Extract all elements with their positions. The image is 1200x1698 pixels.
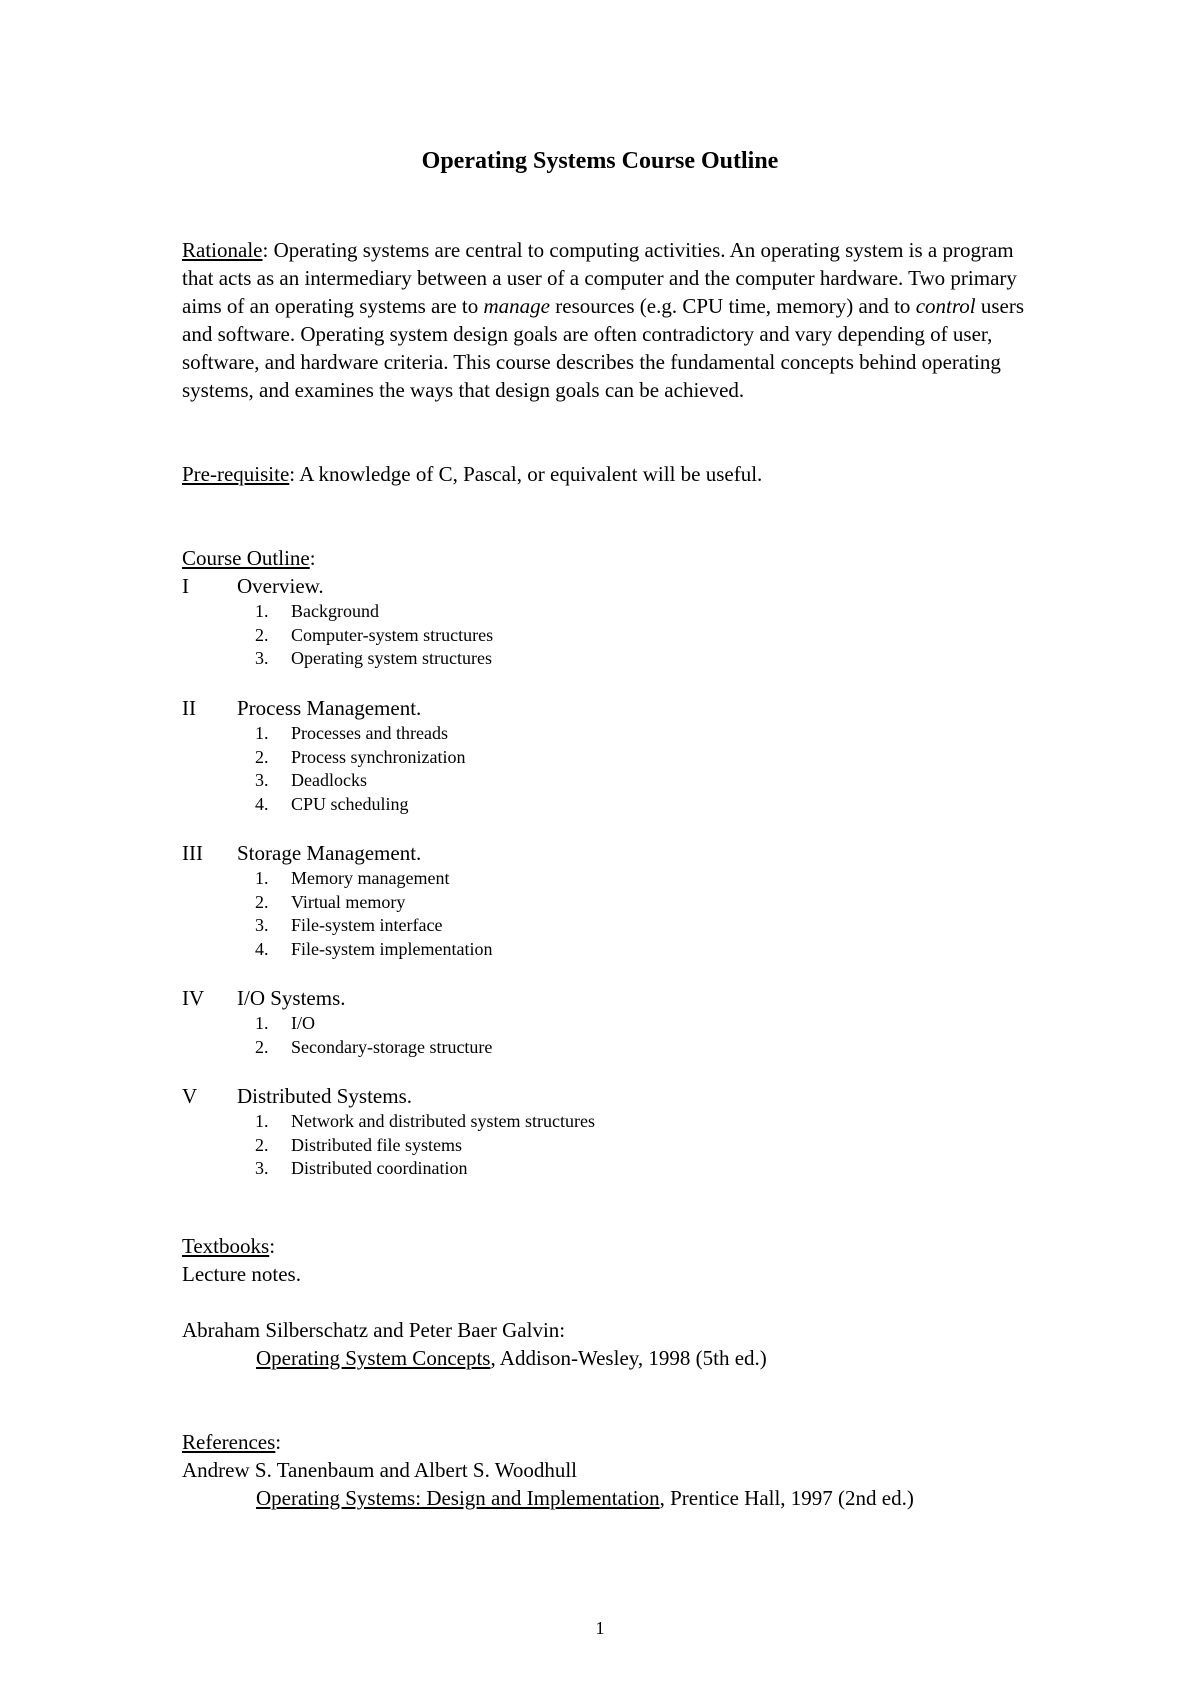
section-numeral: V — [182, 1084, 198, 1108]
section-title: Storage Management. — [237, 841, 422, 865]
outline-section — [182, 839, 1042, 961]
item-number: 1. — [255, 868, 269, 888]
item-number: 3. — [255, 915, 269, 935]
item-number: 3. — [255, 770, 269, 790]
item-text: File-system implementation — [291, 938, 493, 959]
item-text: Distributed file systems — [291, 1134, 462, 1155]
rationale-label: Rationale — [182, 238, 263, 262]
course-outline-colon: : — [309, 546, 316, 570]
course-outline-label: Course Outline — [182, 546, 310, 570]
references-heading — [182, 1428, 281, 1456]
reference-authors: Andrew S. Tanenbaum and Albert S. Woodhull — [182, 1458, 578, 1482]
list-item — [182, 722, 1042, 746]
item-number: 1. — [255, 601, 269, 621]
section-title: Distributed Systems. — [237, 1084, 413, 1108]
reference-publisher: , Prentice Hall, 1997 (2nd ed.) — [659, 1486, 914, 1510]
list-item — [182, 1036, 1042, 1060]
list-item — [182, 769, 1042, 793]
references-label: References — [182, 1430, 276, 1454]
outline-section — [182, 1082, 1042, 1181]
prerequisite-text: : A knowledge of C, Pascal, or equivalent will be useful. — [289, 462, 763, 486]
rationale-text-a: : Operating systems are central to computing activities. An operating system is a program that acts as an intermediary between a user of a computer and the computer hardware. Two primary aims of an operating systems are to — [182, 238, 1017, 318]
section-numeral: II — [182, 696, 196, 720]
list-item — [182, 624, 1042, 648]
item-text: File-system interface — [291, 915, 443, 935]
item-number: 1. — [255, 723, 269, 743]
textbooks-label: Textbooks — [182, 1234, 270, 1258]
item-number: 3. — [255, 1158, 269, 1178]
section-numeral: IV — [182, 986, 205, 1010]
item-number: 4. — [255, 793, 269, 814]
list-item — [182, 1012, 1042, 1036]
section-title: Overview. — [237, 574, 324, 598]
item-text: Computer-system structures — [291, 624, 494, 645]
textbook-citation — [256, 1344, 767, 1372]
reference-citation — [256, 1484, 914, 1512]
textbook-publisher: , Addison-Wesley, 1998 (5th ed.) — [490, 1346, 767, 1370]
rationale-emphasis-control: control — [915, 294, 976, 318]
rationale-paragraph — [182, 236, 1042, 404]
item-number: 2. — [255, 624, 269, 645]
item-text: Secondary-storage structure — [291, 1036, 493, 1057]
list-item — [182, 891, 1042, 915]
course-outline-heading — [182, 544, 316, 572]
item-number: 2. — [255, 1134, 269, 1155]
list-item — [182, 746, 1042, 770]
list-item — [182, 867, 1042, 891]
item-number: 2. — [255, 891, 269, 912]
item-text: Processes and threads — [291, 723, 448, 743]
page-number: 1 — [595, 1618, 605, 1638]
references-colon: : — [275, 1430, 282, 1454]
item-text: CPU scheduling — [291, 793, 409, 814]
item-text: Deadlocks — [291, 770, 367, 790]
section-title: I/O Systems. — [237, 986, 346, 1010]
section-numeral: III — [182, 841, 203, 865]
rationale-text-c: users and software. Operating system design goals are often contradictory and vary depending of user, software, and hardware criteria. This course describes the fundamental concepts behind operating systems, and examines the ways that design goals can be achieved. — [182, 294, 1024, 402]
textbooks-colon: : — [269, 1234, 276, 1258]
item-text: Operating system structures — [291, 648, 492, 668]
section-title: Process Management. — [237, 696, 422, 720]
item-text: Network and distributed system structures — [291, 1111, 595, 1131]
textbooks-heading — [182, 1232, 275, 1260]
list-item — [182, 600, 1042, 624]
item-number: 3. — [255, 648, 269, 668]
list-item — [182, 793, 1042, 817]
textbook-authors: Abraham Silberschatz and Peter Baer Galvin: — [182, 1318, 566, 1342]
item-text: Distributed coordination — [291, 1158, 468, 1178]
item-text: Background — [291, 601, 379, 621]
reference-title: Operating Systems: Design and Implementation — [256, 1486, 660, 1510]
item-text: Memory management — [291, 868, 450, 888]
rationale-emphasis-manage: manage — [483, 294, 551, 318]
list-item — [182, 1134, 1042, 1158]
outline-section — [182, 572, 1042, 671]
lecture-notes: Lecture notes. — [182, 1262, 301, 1286]
item-number: 1. — [255, 1013, 269, 1033]
list-item — [182, 1157, 1042, 1181]
item-text: Virtual memory — [291, 891, 406, 912]
item-number: 4. — [255, 938, 269, 959]
outline-section — [182, 984, 1042, 1059]
list-item — [182, 914, 1042, 938]
item-text: I/O — [291, 1013, 315, 1033]
item-number: 2. — [255, 746, 269, 767]
page-title: Operating Systems Course Outline — [421, 148, 779, 174]
item-text: Process synchronization — [291, 746, 466, 767]
outline-section — [182, 694, 1042, 816]
item-number: 2. — [255, 1036, 269, 1057]
list-item — [182, 647, 1042, 671]
prerequisite-paragraph — [182, 460, 1042, 488]
prerequisite-label: Pre-requisite — [182, 462, 290, 486]
list-item — [182, 1110, 1042, 1134]
rationale-text-b: resources (e.g. CPU time, memory) and to — [550, 294, 916, 318]
list-item — [182, 938, 1042, 962]
textbook-title: Operating System Concepts — [256, 1346, 491, 1370]
item-number: 1. — [255, 1111, 269, 1131]
section-numeral: I — [182, 574, 189, 598]
